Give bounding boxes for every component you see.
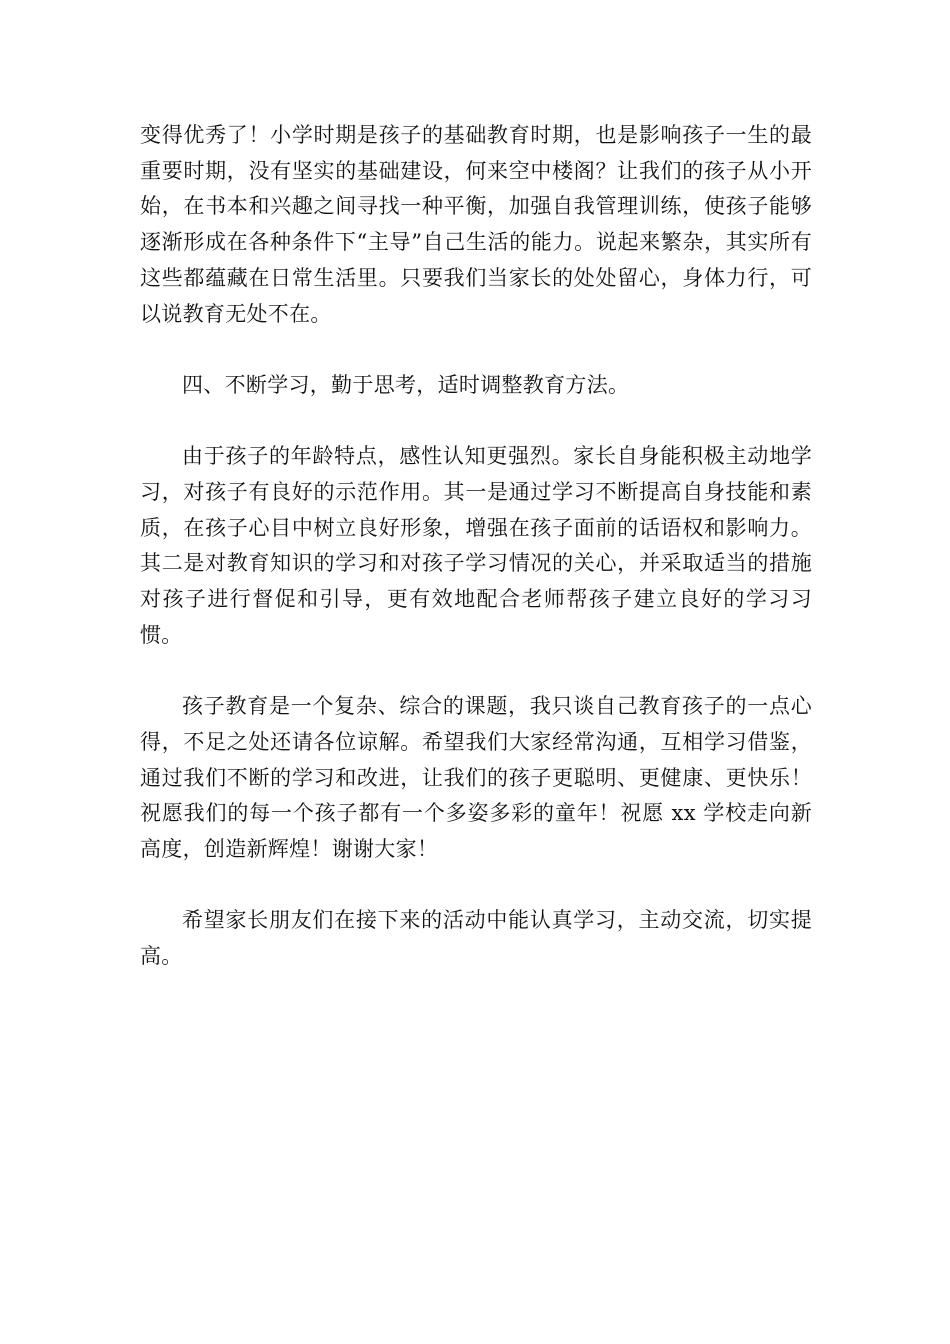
paragraph-learning: 由于孩子的年龄特点，感性认知更强烈。家长自身能积极主动地学习，对孩子有良好的示范作用。其一是通过学习不断提高自身技能和素质，在孩子心目中树立良好形象，增强在孩子面前的话语权和影响力。其二是对教育知识的学习和对孩子学习情况的关心，并采取适当的措施对孩子进行督促和引导，更有效地配合老师帮孩子建立良好的学习习惯。 [140,444,812,647]
document-body [140,118,812,975]
paragraph-closing: 孩子教育是一个复杂、综合的课题，我只谈自己教育孩子的一点心得，不足之处还请各位谅解。希望我们大家经常沟通，互相学习借鉴，通过我们不断的学习和改进，让我们的孩子更聪明、更健康、更快乐！祝愿我们的每一个孩子都有一个多姿多彩的童年！祝愿 xx 学校走向新高度，创造新辉煌！谢谢大家！ [140,694,812,862]
paragraph-continuation: 变得优秀了！小学时期是孩子的基础教育时期，也是影响孩子一生的最重要时期，没有坚实的基础建设，何来空中楼阁？让我们的孩子从小开始，在书本和兴趣之间寻找一种平衡，加强自我管理训练，使孩子能够逐渐形成在各种条件下“主导”自己生活的能力。说起来繁杂，其实所有这些都蕴藏在日常生活里。只要我们当家长的处处留心，身体力行，可以说教育无处不在。 [140,123,812,326]
section-heading: 四、不断学习，勤于思考，适时调整教育方法。 [182,372,630,397]
paragraph-final: 希望家长朋友们在接下来的活动中能认真学习，主动交流，切实提高。 [140,908,812,969]
